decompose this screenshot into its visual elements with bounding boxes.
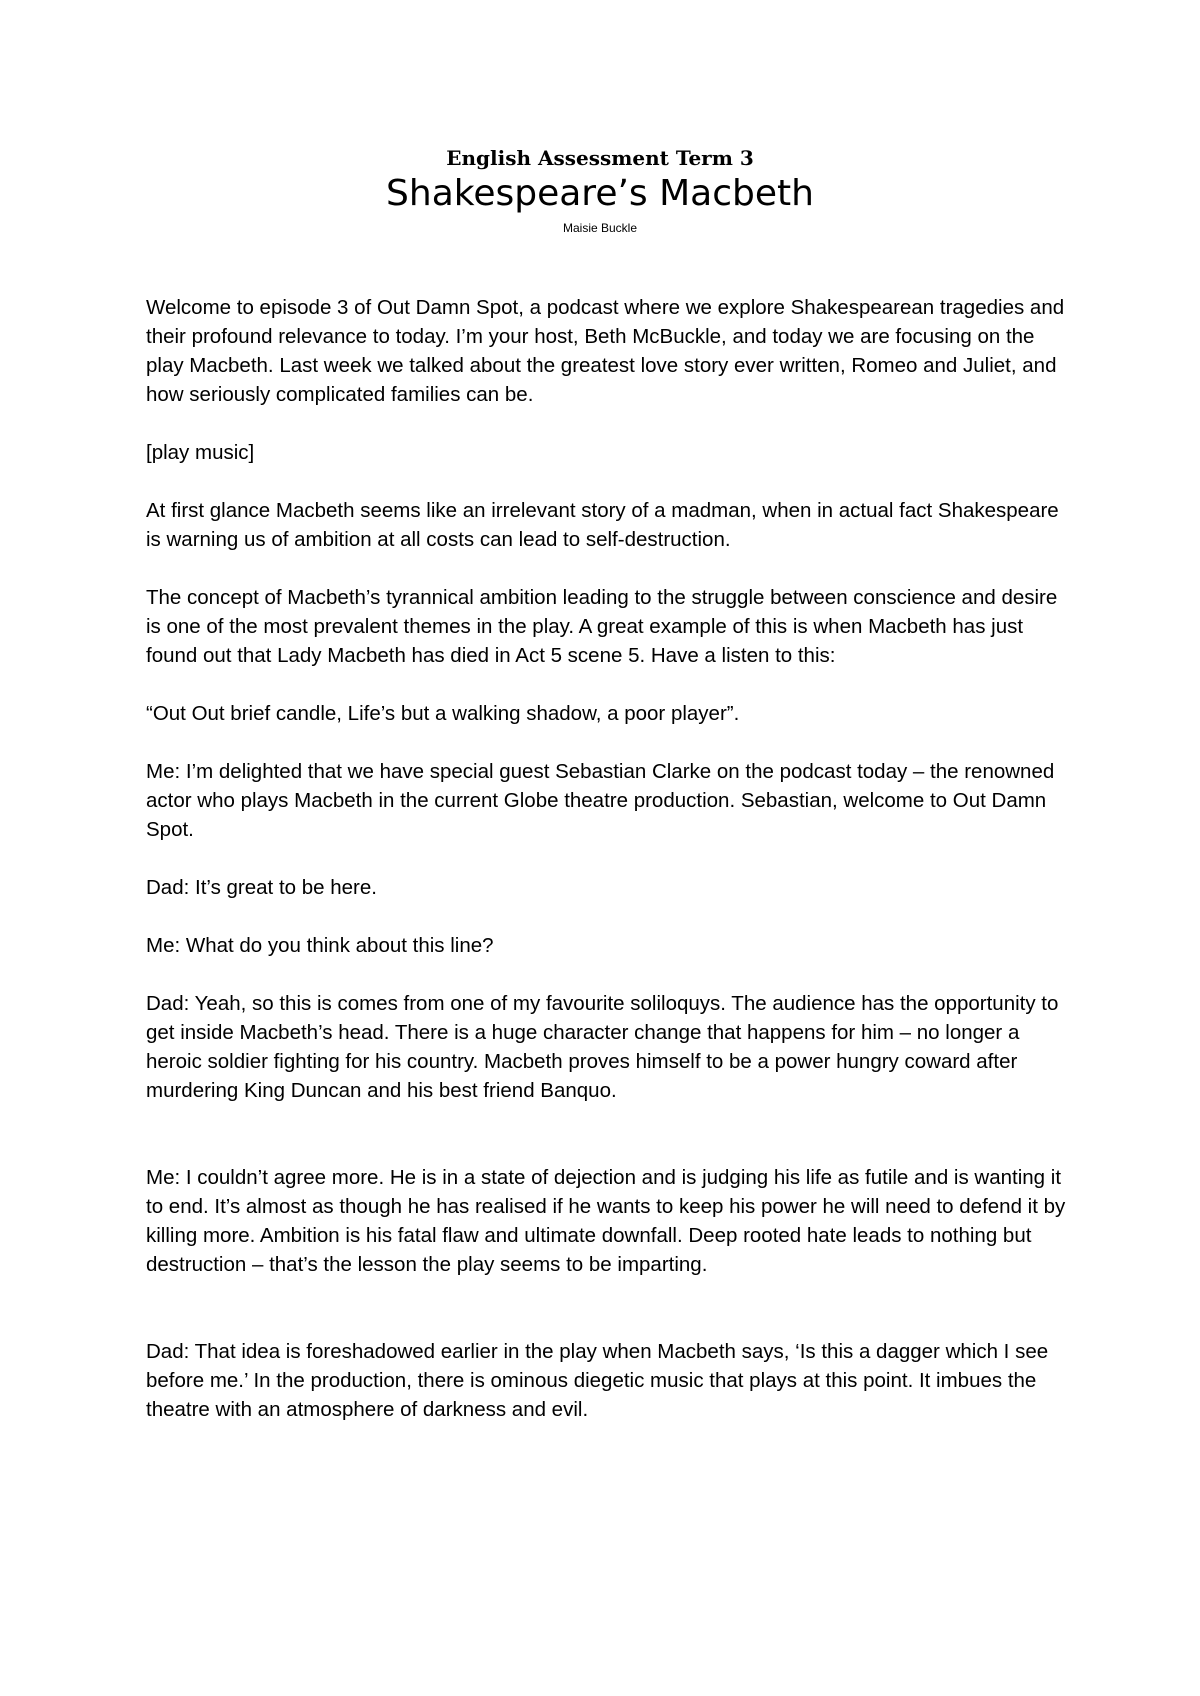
paragraph-intro: Welcome to episode 3 of Out Damn Spot, a podcast where we explore Shakespearean tragedies and their profound relevance to today. I’m your host, Beth McBuckle, and today we are focusing on the play Macbeth. Last week we talked about the greatest love story ever written, Romeo and Juliet, and how seriously complicated families can be.	[146, 296, 1065, 406]
paragraph-dad-dagger: Dad: That idea is foreshadowed earlier in the play when Macbeth says, ‘Is this a dagger which I see before me.’ In the production, there is ominous diegetic music that plays at this point. It imbues the theatre with an atmosphere of darkness and evil.	[146, 1340, 1049, 1421]
author-name: Maisie Buckle	[562, 221, 638, 235]
document-title: Shakespeare’s Macbeth	[386, 173, 814, 214]
paragraph-quote: “Out Out brief candle, Life’s but a walking shadow, a poor player”.	[146, 702, 740, 725]
course-heading: English Assessment Term 3	[446, 146, 754, 170]
paragraph-question: Me: What do you think about this line?	[146, 934, 494, 957]
paragraph-first-glance: At first glance Macbeth seems like an irrelevant story of a madman, when in actual fact Shakespeare is warning us of ambition at all costs can lead to self-destruction.	[146, 499, 1059, 551]
paragraph-me-agree: Me: I couldn’t agree more. He is in a state of dejection and is judging his life as futile and is wanting it to end. It’s almost as though he has realised if he wants to keep his power he will need to defend it by killing more. Ambition is his fatal flaw and ultimate downfall. Deep rooted hate leads to nothing but destruction – that’s the lesson the play seems to be imparting.	[146, 1166, 1066, 1276]
paragraph-music-cue: [play music]	[146, 441, 255, 464]
document-body	[146, 293, 1066, 1453]
paragraph-guest-intro: Me: I’m delighted that we have special guest Sebastian Clarke on the podcast today – the renowned actor who plays Macbeth in the current Globe theatre production. Sebastian, welcome to Out Damn Spot.	[146, 760, 1055, 841]
paragraph-dad-soliloquy: Dad: Yeah, so this is comes from one of my favourite soliloquys. The audience has the opportunity to get inside Macbeth’s head. There is a huge character change that happens for him – no longer a heroic soldier fighting for his country. Macbeth proves himself to be a power hungry coward after murdering King Duncan and his best friend Banquo.	[146, 992, 1059, 1102]
paragraph-concept: The concept of Macbeth’s tyrannical ambition leading to the struggle between conscience and desire is one of the most prevalent themes in the play. A great example of this is when Macbeth has just found out that Lady Macbeth has died in Act 5 scene 5. Have a listen to this:	[146, 586, 1058, 667]
paragraph-dad-greeting: Dad: It’s great to be here.	[146, 876, 377, 899]
